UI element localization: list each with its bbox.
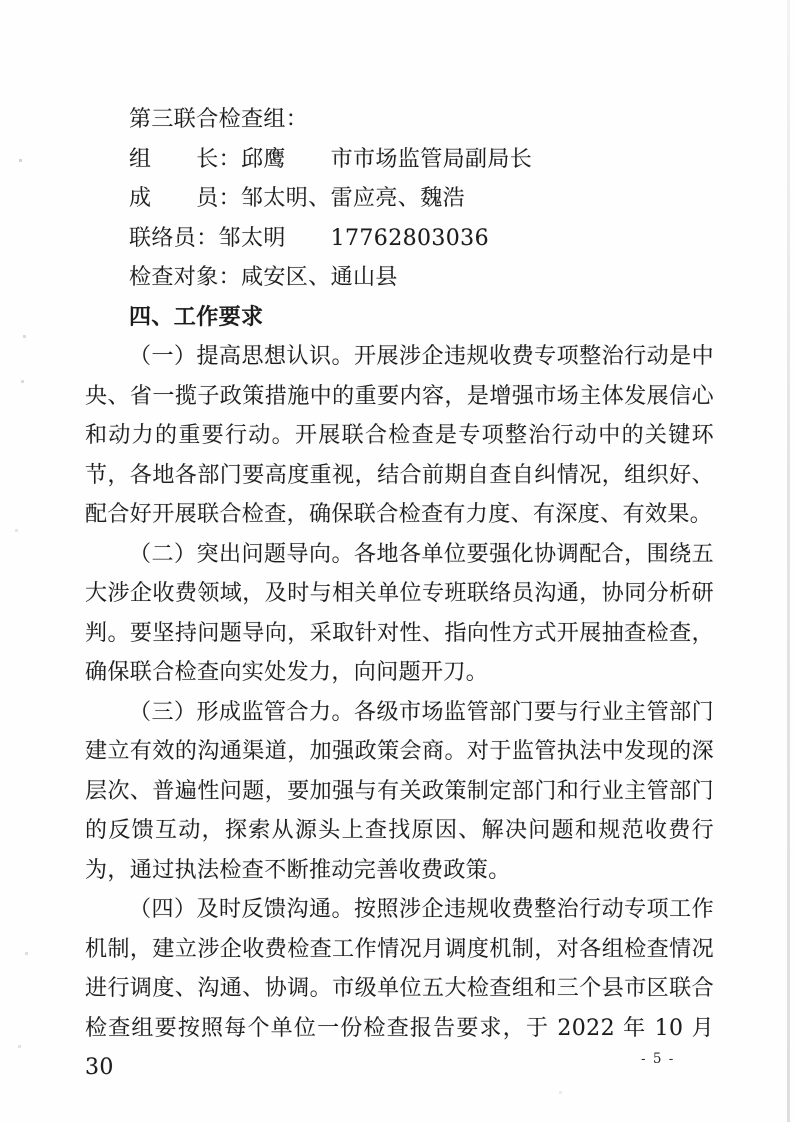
page-number: - 5 - — [641, 1051, 675, 1067]
paragraph-4 — [85, 890, 714, 1088]
paragraph-2-text: 各地各单位要强化协调配合，围绕五大涉企收费领域，及时与相关单位专班联络员沟通，协同分析研判。要坚持问题导向，采取针对性、指向性方式开展抽查检查，确保联合检查向实处发力，向问题开刀。 — [85, 541, 714, 685]
paragraph-2-lead: （二）突出问题导向。 — [129, 541, 355, 567]
inspection-group-title: 第三联合检查组： — [129, 107, 309, 132]
scan-edge-artifact — [787, 0, 790, 1122]
paragraph-1-text: 开展涉企违规收费专项整治行动是中央、省一揽子政策措施中的重要内容，是增强市场主体发展信心和动力的重要行动。开展联合检查是专项整治行动中的关键环节，各地各部门要高度重视，结合前期自查自纠情况，组织好、配合好开展联合检查，确保联合检查有力度、有深度、有效果。 — [85, 344, 714, 527]
paragraph-3 — [85, 693, 714, 891]
paragraph-1-lead: （一）提高思想认识。 — [129, 344, 355, 369]
section-heading-work-requirements: 四、工作要求 — [129, 303, 264, 330]
paragraph-4-text: 按照涉企违规收费整治行动专项工作机制，建立涉企收费检查工作情况月调度机制，对各组检查情况进行调度、沟通、协调。市级单位五大检查组和三个县市区联合检查组要按照每个单位一份检查报告要求，于 2022 年 10 月 30 — [85, 897, 714, 1080]
paragraph-2 — [85, 535, 714, 693]
document-body — [85, 100, 714, 1088]
paragraph-4-lead: （四）及时反馈沟通。 — [129, 897, 355, 922]
inspection-targets-line: 检查对象：咸安区、通山县 — [129, 265, 398, 290]
paragraph-3-text: 各级市场监管部门要与行业主管部门建立有效的沟通渠道，加强政策会商。对于监管执法中发现的深层次、普遍性问题，要加强与有关政策制定部门和行业主管部门的反馈互动，探索从源头上查找原因、解决问题和规范收费行为，通过执法检查不断推动完善收费政策。 — [85, 699, 714, 883]
paragraph-3-lead: （三）形成监管合力。 — [129, 699, 355, 725]
paragraph-1 — [85, 337, 714, 535]
group-leader-line: 组 长：邱鹰 市市场监管局副局长 — [129, 146, 533, 172]
liaison-line: 联络员：邹太明 17762803036 — [129, 225, 489, 251]
group-members-line: 成 员：邹太明、雷应亮、魏浩 — [129, 186, 466, 211]
scan-speckles — [0, 0, 1, 1]
